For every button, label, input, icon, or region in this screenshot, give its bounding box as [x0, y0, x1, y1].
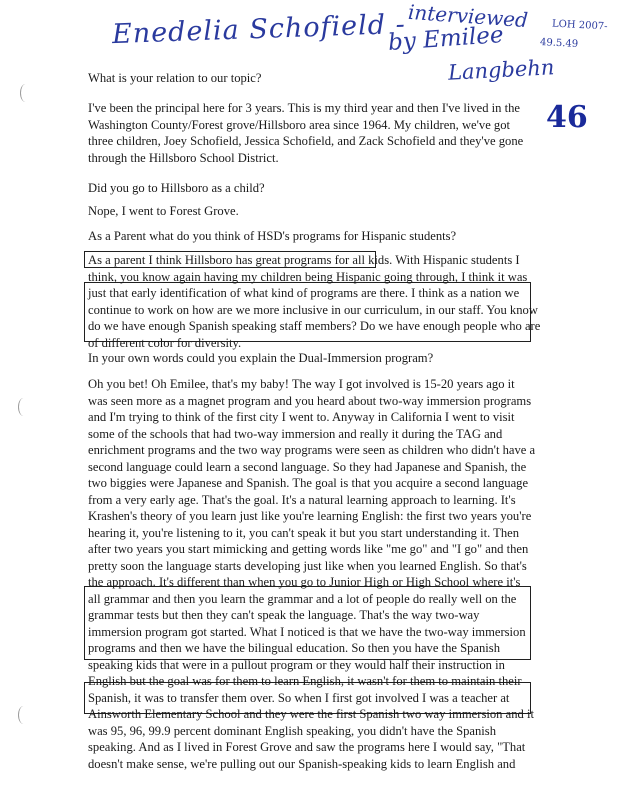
- answer-line: I've been the principal here for 3 years. This is my third year and then I've lived in the: [88, 101, 520, 115]
- answer-relation-to-topic: [88, 100, 528, 166]
- answer-line: of different color for diversity.: [88, 335, 242, 350]
- question-relation-to-topic: What is your relation to our topic?: [88, 71, 262, 85]
- answer-line: English but the goal was for them to learn English, it wasn't for them to maintain their: [88, 674, 522, 688]
- hole-punch-mark: [18, 706, 29, 724]
- answer-line: speaking kids that were in a pullout program or they would half their instruction in: [88, 657, 505, 672]
- answer-line: enrichment programs and the two way programs were seen as children who didn't have a: [88, 443, 536, 457]
- question-hillsboro-as-child: Did you go to Hillsboro as a child?: [88, 181, 265, 195]
- answer-line: Krashen's theory of you learn just like you're learning English: the first two years you're: [88, 509, 532, 523]
- answer-line: just that early identification of what kind of programs are there. I think as a nation we: [88, 286, 520, 300]
- answer-line: was 95, 96, 99.9 percent dominant English speaking, you didn't have the Spanish: [88, 723, 497, 738]
- answer-line: and I'm trying to think of the first city I went to. Anyway in California I went to visit: [88, 410, 515, 424]
- handwritten-archive-code: LOH 2007-: [551, 18, 608, 33]
- answer-line: Spanish, it was to transfer them over. So when I first got involved I was a teacher at: [88, 690, 510, 705]
- answer-line: through the Hillsboro School District.: [88, 150, 279, 165]
- answer-line: doesn't make sense, we're pulling out our Spanish-speaking kids to learn English and: [88, 756, 516, 771]
- answer-line: from a very early age. That's the goal. It's a natural learning approach to learning. It's: [88, 492, 516, 507]
- hole-punch-mark: [20, 84, 31, 102]
- answer-dual-immersion: [88, 376, 536, 772]
- answer-line: speaking. And as I lived in Forest Grove and saw the programs here I would say, "That: [88, 740, 526, 754]
- answer-line: Oh you bet! Oh Emilee, that's my baby! The way I got involved is 15-20 years ago it: [88, 377, 515, 391]
- answer-line: three children, Joey Schofield, Jessica Schofield, and Zack Schofield and they've gone: [88, 134, 524, 148]
- handwritten-archive-code-number: 49.5.49: [539, 37, 579, 50]
- question-hsd-programs: As a Parent what do you think of HSD's programs for Hispanic students?: [88, 229, 457, 243]
- answer-line: all grammar and then you learn the grammar and a lot of people do really well on the: [88, 591, 517, 606]
- handwritten-interviewer-note: by Emilee: [387, 22, 505, 56]
- answer-line: two biggies were Japanese and Spanish. The goal is that you acquire a second language: [88, 476, 529, 490]
- handwritten-interviewer-surname: Langbehn: [447, 55, 555, 85]
- answer-line: do we have enough Spanish speaking staff members? Do we have enough people who are: [88, 319, 541, 333]
- answer-hillsboro-as-child: Nope, I went to Forest Grove.: [88, 204, 239, 218]
- answer-line: some of the schools that had two-way immersion and really it during the TAG and: [88, 426, 503, 441]
- answer-line: pretty soon the language starts developing just like when you learned English. So that's: [88, 558, 527, 573]
- hole-punch-mark: [18, 398, 29, 416]
- answer-line: continue to work on how are we more inclusive in our curriculum, in our staff. You know: [88, 302, 538, 317]
- answer-line: Washington County/Forest grove/Hillsboro area since 1964. My children, we've got: [88, 117, 511, 132]
- answer-line: after two years you start mimicking and getting words like "me go" and "I go" and then: [88, 542, 529, 556]
- answer-line: the approach. It's different than when you go to Junior High or High School where it's: [88, 575, 521, 589]
- handwritten-interviewee-name: Enedelia Schofield -: [111, 8, 407, 51]
- answer-line: Ainsworth Elementary School and they were the first Spanish two way immersion and it: [88, 707, 534, 721]
- answer-line: second language could learn a second language. So they had Japanese and Spanish, the: [88, 459, 527, 474]
- answer-line: was seen more as a magnet program and you heard about two-way immersion programs: [88, 393, 532, 408]
- answer-line: programs and then we have the bilingual education. So then you have the Spanish: [88, 641, 500, 655]
- answer-line: grammar tests but then they can't speak the language. That's the way two-way: [88, 608, 480, 622]
- answer-line: hearing it, you're listening to it, you can't speak it but you start understanding it. Then: [88, 525, 520, 540]
- question-dual-immersion: In your own words could you explain the Dual-Immersion program?: [88, 351, 434, 365]
- answer-line: immersion program got started. What I noticed is that we have the two-way immersion: [88, 624, 526, 639]
- handwritten-interviewed-note: interviewed: [407, 0, 529, 33]
- answer-line: think, you know again having my children being Hispanic going through, I think it was: [88, 269, 528, 284]
- answer-line: As a parent I think Hillsboro has great programs for all kids. With Hispanic students I: [88, 253, 520, 267]
- handwritten-page-number: 46: [546, 100, 588, 135]
- answer-hsd-programs: [88, 252, 541, 351]
